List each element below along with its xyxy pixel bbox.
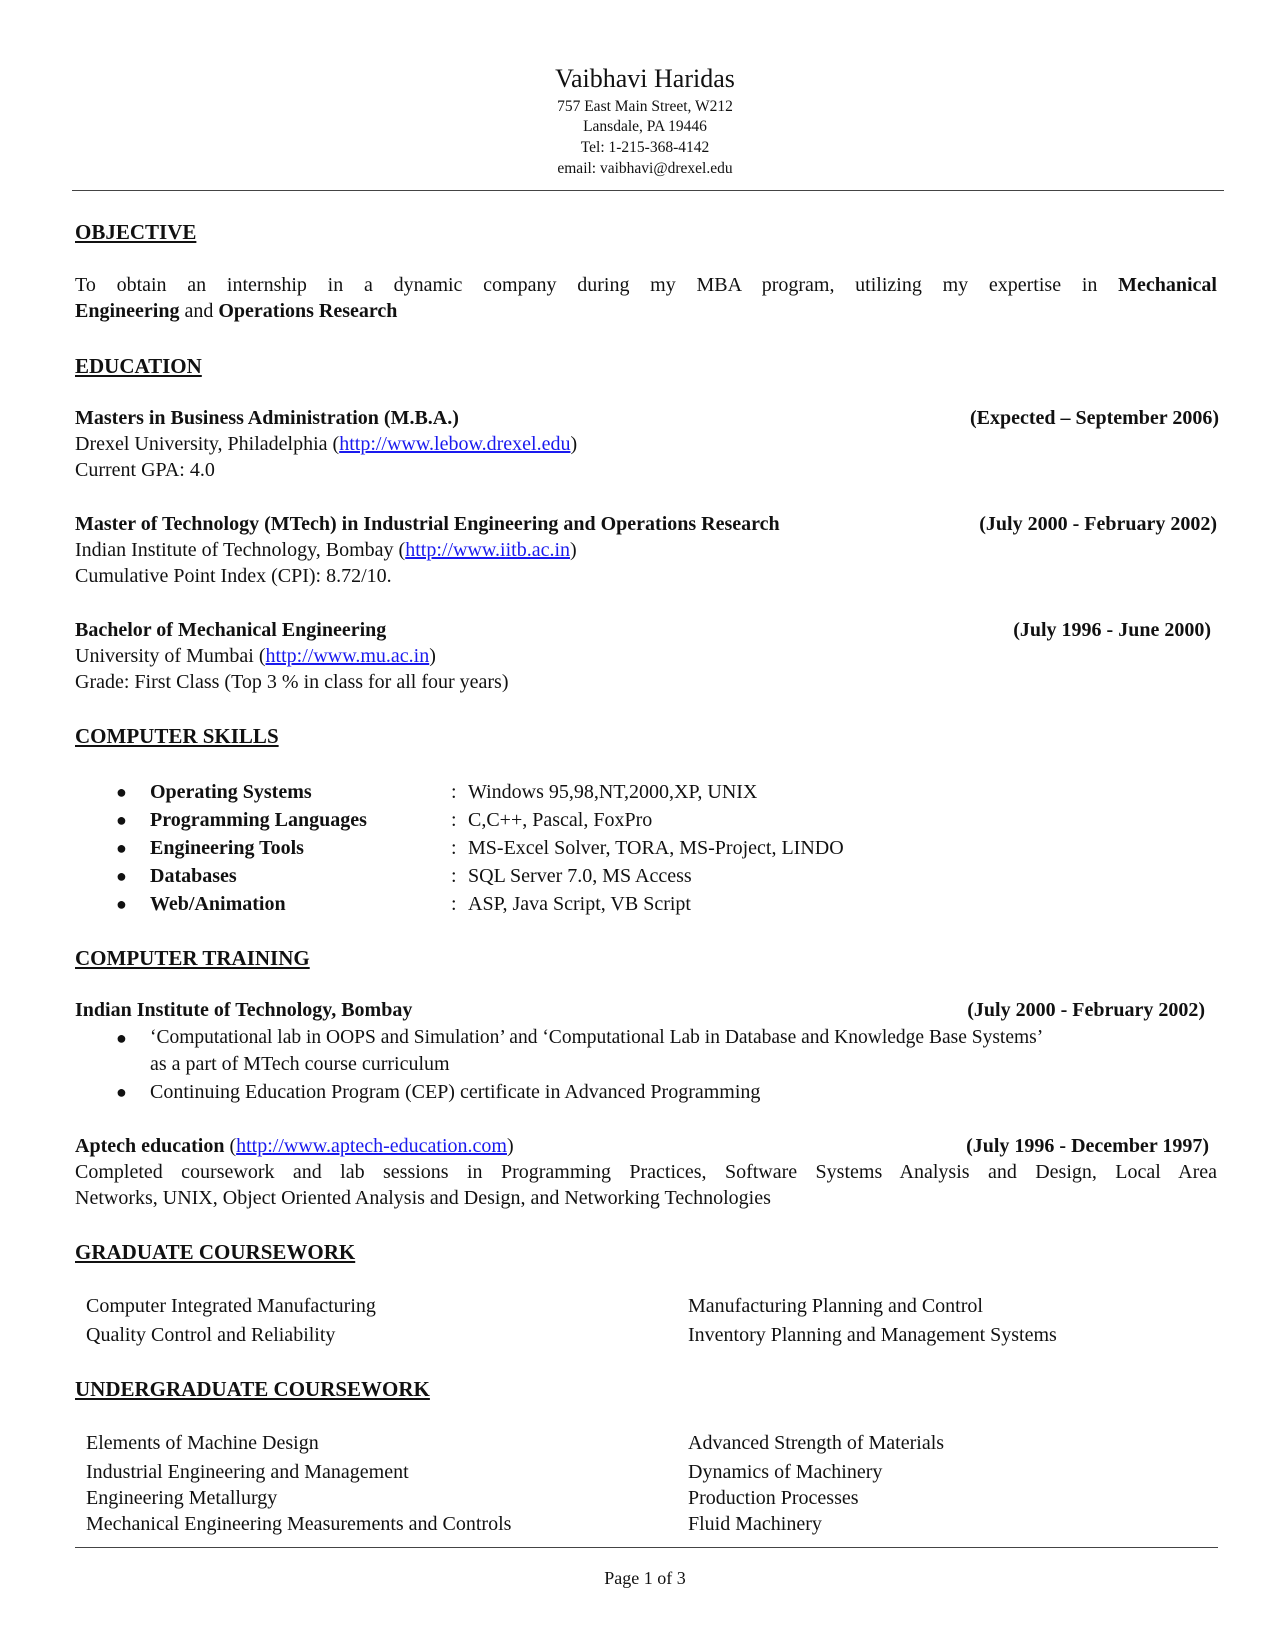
objective-bold-mechanical: Mechanical [1118,274,1217,296]
bullet-icon: ● [116,1082,127,1102]
bullet-icon: ● [116,1028,127,1048]
footer-divider [75,1547,1218,1548]
skill-value: SQL Server 7.0, MS Access [468,865,692,887]
objective-line-2 [75,298,397,324]
header-divider [72,190,1224,191]
degree-detail: Grade: First Class (Top 3 % in class for all four years) [75,671,509,693]
training-aptech-desc-2: Networks, UNIX, Object Oriented Analysis and Design, and Networking Technologies [75,1187,771,1209]
ug-course: Production Processes [688,1487,859,1509]
bullet-icon: ● [116,782,127,802]
grad-course: Quality Control and Reliability [86,1324,336,1346]
objective-bold-engineering: Engineering [75,300,180,322]
grad-course: Computer Integrated Manufacturing [86,1295,376,1317]
ug-course: Advanced Strength of Materials [688,1432,945,1454]
ug-course: Fluid Machinery [688,1513,822,1535]
skill-label: Operating Systems [150,781,312,803]
telephone: Tel: 1-215-368-4142 [580,139,710,156]
degree-detail: Current GPA: 4.0 [75,459,215,481]
school-name: Drexel University, Philadelphia ( [75,433,340,455]
ug-course: Engineering Metallurgy [86,1487,278,1509]
graduate-coursework-heading: GRADUATE COURSEWORK [75,1240,356,1264]
skill-label: Engineering Tools [150,837,304,859]
bullet-icon: ● [116,866,127,886]
training-bullet-1-line-2: as a part of MTech course curriculum [150,1053,450,1075]
aptech-link-prefix: ( [229,1135,237,1157]
candidate-name: Vaibhavi Haridas [555,64,735,93]
computer-skills-heading: COMPUTER SKILLS [75,724,279,748]
skill-sep: : [451,837,457,859]
aptech-link[interactable]: http://www.aptech-education.com [236,1135,507,1157]
objective-line-1 [75,272,1217,298]
degree-date: (Expected – September 2006) [969,407,1219,429]
degree-detail: Cumulative Point Index (CPI): 8.72/10. [75,565,392,587]
degree-title: Bachelor of Mechanical Engineering [75,619,387,641]
school-link[interactable]: http://www.mu.ac.in [265,645,430,667]
education-heading: EDUCATION [75,354,202,378]
skill-value: MS-Excel Solver, TORA, MS-Project, LINDO [468,837,844,859]
skill-label: Programming Languages [150,809,367,831]
skill-sep: : [451,893,457,915]
school-link[interactable]: http://www.lebow.drexel.edu [339,433,571,455]
training-bullet-2: Continuing Education Program (CEP) certificate in Advanced Programming [150,1081,761,1103]
skill-value: Windows 95,98,NT,2000,XP, UNIX [468,781,758,803]
computer-training-heading: COMPUTER TRAINING [75,946,310,970]
degree-title: Master of Technology (MTech) in Industrial Engineering and Operations Research [75,513,780,535]
ug-course: Dynamics of Machinery [688,1461,883,1483]
skill-sep: : [451,865,457,887]
school-link[interactable]: http://www.iitb.ac.in [405,539,571,561]
school-line [75,643,436,669]
bullet-icon: ● [116,894,127,914]
address-line-1: 757 East Main Street, W212 [557,98,733,115]
training-aptech-date: (July 1996 - December 1997) [966,1135,1209,1157]
address-line-2: Lansdale, PA 19446 [583,118,707,135]
objective-text: To obtain an internship in a dynamic company during my MBA program, utilizing my expertise in [75,274,1098,296]
ug-course: Mechanical Engineering Measurements and Controls [86,1513,512,1535]
grad-course: Inventory Planning and Management Systems [688,1324,1057,1346]
training-aptech-desc-1: Completed coursework and lab sessions in Programming Practices, Software Systems Analysis and Design, Local Area [75,1161,1217,1183]
objective-and: and [184,300,214,322]
degree-date: (July 2000 - February 2002) [979,513,1217,535]
bullet-icon: ● [116,810,127,830]
degree-title: Masters in Business Administration (M.B.A.) [75,407,459,429]
objective-bold-or: Operations Research [218,300,398,322]
email: email: vaibhavi@drexel.edu [557,160,733,177]
ug-course: Elements of Machine Design [86,1432,319,1454]
bullet-icon: ● [116,838,127,858]
ug-course: Industrial Engineering and Management [86,1461,409,1483]
skill-sep: : [451,809,457,831]
skill-sep: : [451,781,457,803]
degree-date: (July 1996 - June 2000) [1013,619,1211,641]
school-suffix: ) [570,433,578,455]
skill-value: C,C++, Pascal, FoxPro [468,809,653,831]
training-bullet-1-line-1: ‘Computational lab in OOPS and Simulation’ and ‘Computational Lab in Database and Knowledge Base Systems’ [150,1027,1044,1048]
school-name: Indian Institute of Technology, Bombay ( [75,539,406,561]
school-name: University of Mumbai ( [75,645,266,667]
training-iit-title: Indian Institute of Technology, Bombay [75,999,413,1021]
training-aptech-title: Aptech education [75,1135,225,1157]
aptech-link-suffix: ) [506,1135,514,1157]
page-number: Page 1 of 3 [604,1568,686,1588]
skill-label: Web/Animation [150,893,286,915]
grad-course: Manufacturing Planning and Control [688,1295,983,1317]
objective-heading: OBJECTIVE [75,220,197,244]
skill-label: Databases [150,865,237,887]
school-suffix: ) [429,645,436,667]
training-iit-date: (July 2000 - February 2002) [967,999,1205,1021]
school-line [75,537,577,563]
school-suffix: ) [570,539,577,561]
undergraduate-coursework-heading: UNDERGRADUATE COURSEWORK [75,1377,430,1401]
training-aptech-line [75,1133,514,1159]
school-line [75,431,577,457]
skill-value: ASP, Java Script, VB Script [468,893,691,915]
